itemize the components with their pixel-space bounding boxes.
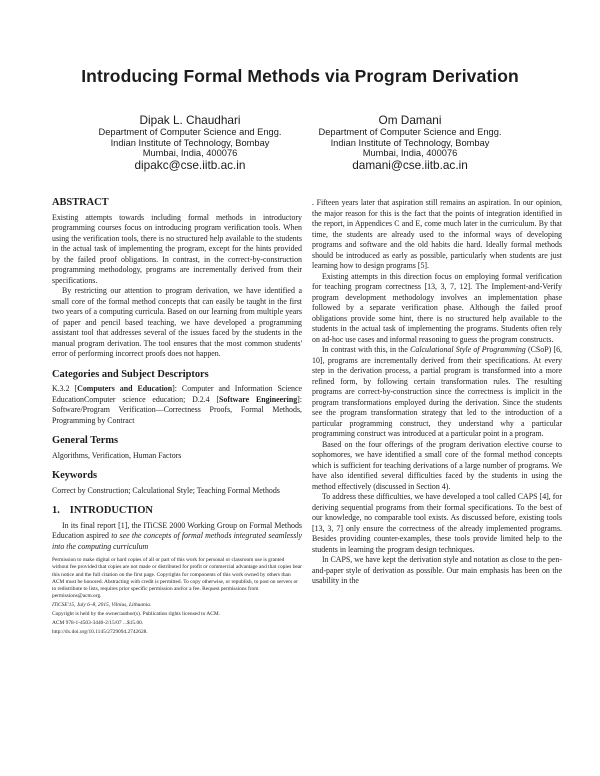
author-institution: Indian Institute of Technology, Bombay	[330, 137, 490, 148]
introduction-paragraph: Based on the four offerings of the program derivation elective course to sophomores, we have identified a small core of the formal method concepts which is sufficient for teaching derivations of a large number of programs. We have also identified several difficulties faced by the students in using the method effectively (discussed in Section 4).	[312, 439, 562, 491]
abstract-paragraph: By restricting our attention to program derivation, we have identified a small core of the formal method concepts that can easily be taught in the first two years of a computing curricula. Based on our learning from multiple years of paper and pencil based teaching, we have developed a programming assistant tool that addresses several of the issues faced by the students in the manual program derivation. The tool ensures that the most common students' error of performing incorrect proofs does not happen.	[52, 286, 302, 358]
categories-heading: Categories and Subject Descriptors	[52, 368, 209, 380]
introduction-heading: 1. INTRODUCTION	[52, 505, 153, 516]
author-department: Department of Computer Science and Engg.	[98, 127, 282, 137]
paper-title: Introducing Formal Methods via Program Derivation	[81, 66, 519, 86]
general-terms-text: Algorithms, Verification, Human Factors	[52, 450, 182, 460]
keywords-text: Correct by Construction; Calculational Style; Teaching Formal Methods	[52, 485, 280, 495]
author-department: Department of Computer Science and Engg.	[318, 127, 502, 137]
author-name: Om Damani	[378, 113, 442, 127]
author-name: Dipak L. Chaudhari	[139, 113, 241, 127]
doi-info: http://dx.doi.org/10.1145/2729094.2742628.	[52, 628, 148, 635]
introduction-paragraph: To address these difficulties, we have developed a tool called CAPS [4], for deriving sequential programs from their formal specifications. To the best of our knowledge, no comparable tool exists. As discussed before, existing tools [13, 3, 7] only ensure the correctness of the already implemented programs. Besides providing counter-examples, these tools provide limited help to the students in learning the program design techniques.	[312, 492, 562, 554]
permission-text: Permission to make digital or hard copies of all or part of this work for personal or classroom use is granted without fee provided that copies are not made or distributed for profit or commercial advantage and that copies bear this notice and the full citation on the first page. Copyrights for components of this work owned by others than ACM must be honored. Abstracting with credit is permitted. To copy otherwise, or republish, to post on servers or to redistribute to lists, requires prior specific permission and/or a fee. Request permissions from permissions@acm.org.	[52, 557, 302, 600]
left-column	[52, 198, 302, 637]
abstract-heading: ABSTRACT	[52, 197, 109, 208]
copyright-info: Copyright is held by the owner/author(s). Publication rights licensed to ACM.	[52, 611, 220, 618]
author-location: Mumbai, India, 400076	[142, 148, 238, 159]
introduction-paragraph: Existing attempts in this direction focus on employing formal verification for teaching program correctness [13, 3, 7, 12]. The Implement-and-Verify program development methodology involves an implementation phase followed by a separate verification phase. Although the failed proof obligations provide some hint, there is no structured help available to the students in the actual task of implementing the programs. Students often rely on ad-hoc use cases and informal reasoning to guess the program constructs.	[312, 271, 562, 344]
isbn-info: ACM 978-1-4503-3440-2/15/07 ...$15.00.	[52, 619, 144, 626]
author-block-2	[275, 114, 545, 172]
keywords-heading: Keywords	[52, 470, 98, 481]
introduction-paragraph: In contrast with this, in the Calculational Style of Programming (CSoP) [6, 10], programs are incrementally derived from their specifications. At every step in the derivation process, a partial program is transformed into a more refined form, by following certain transformation rules. The resulting programs are correct-by-construction since the correctness is implicit in the program transformations employed during the derivation. Since the students see the program transformation strategy that led to the introduction of a particular programming construct, they understand why a particular programming construct was introduced at a particular point in a program.	[312, 345, 562, 438]
right-column	[312, 198, 562, 587]
author-email: damani@cse.iitb.ac.in	[352, 157, 468, 172]
abstract-paragraph: Existing attempts towards including formal methods in introductory programming courses focus on introducing program verification tools. When using the verification tools, there is no structured help available to the students in the actual task of implementing the program, except for the hints provided by the failed proof obligations. In contrast, in the correct-by-construction programming methodology, programs are incrementally derived from their specifications.	[52, 212, 302, 285]
introduction-paragraph: In CAPS, we have kept the derivation style and notation as close to the pen-and-paper style of derivation as possible. Our main emphasis has been on the usability in the	[312, 555, 562, 585]
categories-text: K.3.2 [Computers and Education]: Computer and Information Science EducationComputer science education; D.2.4 [Software Engineering]: Software/Program Verification—Correctness Proofs, Formal Methods, Programming by Contract	[52, 384, 302, 425]
author-institution: Indian Institute of Technology, Bombay	[110, 137, 270, 148]
introduction-paragraph-continued: . Fifteen years later that aspiration still remains an aspiration. In our opinion, the major reason for this is the fact that the points of integration identified in the report, in Appendices C and E, come much later in the curriculum. By that time, the students are already used to the informal ways of developing programs and software and the old habits die hard. Ideally formal methods should be introduced as early as possible, particularly when students are just learning how to design programs [5].	[312, 198, 562, 270]
permission-notice	[52, 557, 302, 636]
conference-info: ITiCSE'15, July 6–8, 2015, Vilnius, Lithuania.	[52, 602, 152, 609]
general-terms-heading: General Terms	[52, 435, 119, 446]
author-location: Mumbai, India, 400076	[362, 148, 458, 159]
introduction-paragraph: In its final report [1], the ITiCSE 2000 Working Group on Formal Methods Education aspired to see the concepts of formal methods integrated seamlessly into the computing curriculum	[52, 520, 302, 551]
author-email: dipakc@cse.iitb.ac.in	[134, 157, 246, 172]
